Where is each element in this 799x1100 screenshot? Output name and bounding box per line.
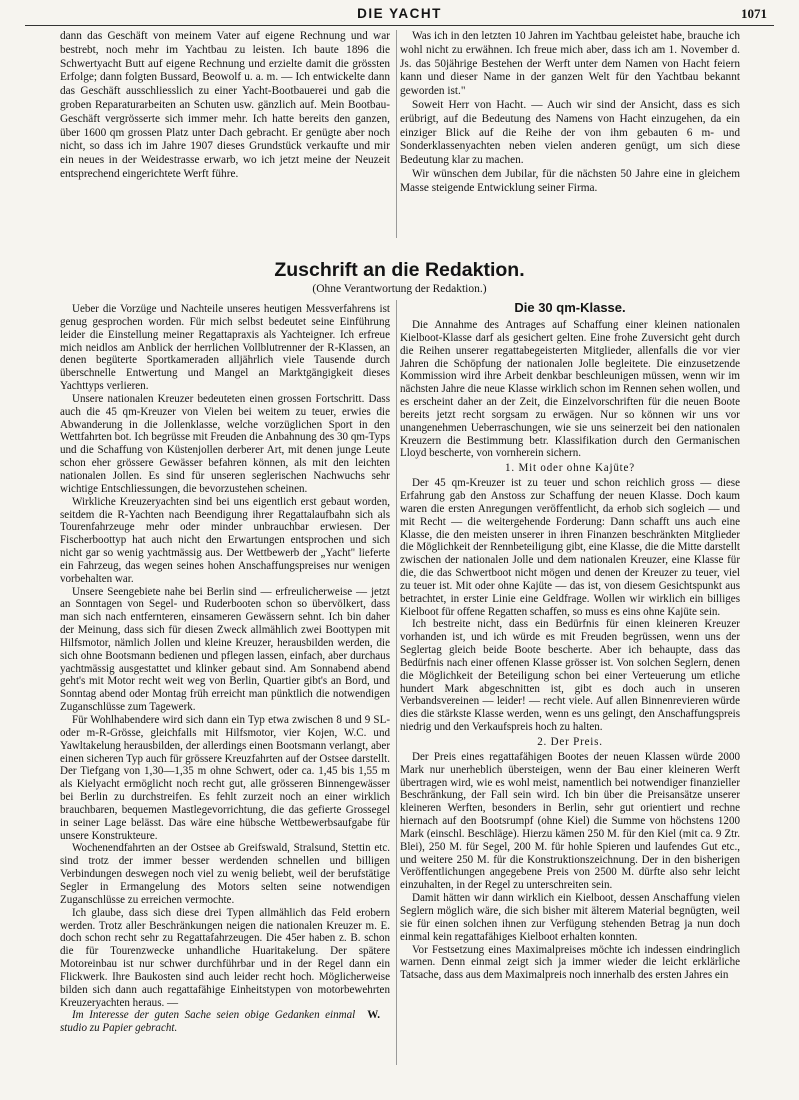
paragraph: Für Wohlhabendere wird sich dann ein Typ etwa zwischen 8 und 9 SL- oder m-R-Grösse, gleichfalls mit Hilfsmotor, vier Kojen, W.C. und Yawltakelung herausbilden, der allerdings einen Bootsmann verlangt, aber einen sicheren Typ auch für grössere Kreuzfahrten auf der Ostsee darstellt. Der Tiefgang von 1,30—1,35 m ohne Schwert, oder ca. 1,45 bis 1,55 m als Kielyacht ermöglicht noch recht gut, alle grösseren Binnengewässer bei Berlin zu durchstreifen. Es fehlt zurzeit noch an einer wirklich brauchbaren, bequemen Mastlegevorrichtung, die das gefierte Grossegel in seiner Lage belässt. Das wäre eine hübsche Wettbewerbsaufgabe für unsere Konstrukteure. <box>60 714 390 842</box>
signature: W. <box>367 1009 380 1022</box>
paragraph: Ueber die Vorzüge und Nachteile unseres heutigen Messverfahrens ist genug gesprochen worden. Für mich selbst bedeutet seine Einführung leider die Einstellung meiner Regattapraxis als Yachteigner. Ich erfreue mich neidlos am Anblick der herrlichen Vollblutrenner der R-Klassen, an denen begüterte Sportkameraden alljährlich viele Tausende durch überschnelle Entwertung und Mangel an Marktgängigkeit dieses Yachttyps verlieren. <box>60 303 390 393</box>
section-subtitle: (Ohne Verantwortung der Redaktion.) <box>312 283 487 295</box>
paragraph: Soweit Herr von Hacht. — Auch wir sind der Ansicht, dass es sich erübrigt, auf die Bedeutung des Namens von Hacht einzugehen, da ein einziger Blick auf die Reihe der von ihm gebauten 6 m- und Sonderklassenyachten neben vielen anderen genügt, um sich diese Bedeutung klar zu machen. <box>400 98 740 167</box>
paragraph: Wir wünschen dem Jubilar, für die nächsten 50 Jahre eine in gleichem Masse steigende Entwicklung seiner Firma. <box>400 167 740 194</box>
article-heading: Die 30 qm-Klasse. <box>514 300 626 315</box>
paragraph: Der Preis eines regattafähigen Bootes der neuen Klassen würde 2000 Mark nur unerheblich übersteigen, wenn der Bau einer kleineren Werft übertragen wird, wie es wohl meist, namentlich bei notwendiger finanzieller Beschränkung, der Fall sein wird. Ich bin über die Preisansätze unserer kleineren Werften, besonders in Berlin, sehr gut orientiert und rechne hiernach auf den Bootsrumpf (ohne Kiel) die Summe von höchstens 1200 Mark (einschl. Beschläge). Hierzu kämen 250 M. für den Kiel (mit ca. 9 Ztr. Blei), 250 M. für Segel, 200 M. für hohle Spieren und laufendes Gut etc., und weitere 250 M. für die Konstruktionszeichnung. Der in den bisherigen Veröffentlichungen angegebene Preis von 2500 M. dürfte also sehr leicht einzuhalten, in der Regel zu unterschreiten sein. <box>400 750 740 892</box>
article-column <box>400 300 740 982</box>
paragraph: Der 45 qm-Kreuzer ist zu teuer und schon reichlich gross — diese Erfahrung gab den Anstoss zur Schaffung der neuen Klasse. Doch kaum waren die ersten Anregungen veröffentlicht, da erhob sich sogleich — und mit Recht — die weitergehende Forderung: Dann schafft uns auch eine Klasse, die den meisten unserer in ihren Finanzen beschränkten Mitglieder die Möglichkeit der Rennbeteiligung gibt, eine Klasse, die die Mitte darstellt zwischen der nationalen Jolle und dem nationalen Kreuzer, eine Klasse für die, die das Schwertboot nicht mögen und denen der Kreuzer zu teuer, viel zu teuer ist. Mit oder ohne Kajüte — das ist, von diesem Gesichtspunkt aus betrachtet, in erster Linie eine Geldfrage. Wollen wir wirklich ein billiges Kielboot für offene Regatten schaffen, so muss es eins ohne Kajüte sein. <box>400 477 740 618</box>
page-number: 1071 <box>741 6 767 21</box>
paragraph: Die Annahme des Antrages auf Schaffung einer kleinen nationalen Kielboot-Klasse darf als gesichert gelten. Eine frohe Zuversicht geht durch die Reihen unserer regattabegeisterten Mitglieder, allenfalls die vor vier Jahren die Schöpfung der nationalen Jolle begleitete. Die einzusetzende Kommission wird ihre Arbeit denkbar beschleunigen müssen, wenn wir im nächsten Jahre die neue Klasse wirklich schon im Rennen sehen wollen, und es erscheint daher an der Zeit, die Einzelvorschriften für die neuen Boote bereits jetzt recht sorgsam zu erwägen. Nur so können wir uns vor unangenehmen Ueberraschungen, wie sie uns seinerzeit bei den nationalen Kreuzern die Bestimmung betr. Klassifikation durch den Germanischen Lloyd bescherte, von vornherein sichern. <box>400 319 740 460</box>
paragraph: Wochenendfahrten an der Ostsee ab Greifswald, Stralsund, Stettin etc. sind trotz der immer besser werdenden schnellen und billigen Verbindungen deswegen noch viel zu wenig beliebt, weil der berufstätige Segler in Ermangelung des Motors selten seine notwendigen Zuganschlüsse zu erreichen vermochte. <box>60 842 390 906</box>
section-title: Zuschrift an die Redaktion. <box>274 259 525 281</box>
subheading: 1. Mit oder ohne Kajüte? <box>505 462 635 475</box>
closing-line <box>60 1009 390 1035</box>
paragraph: Wirkliche Kreuzeryachten sind bei uns eigentlich erst gebaut worden, seitdem die R-Yachten nach Beendigung ihrer Regattalaufbahn sich als Tourenfahrzeuge mehr oder minder unbrauchbar erwiesen. Der Fischerboottyp hat auch nicht den Erwartungen entsprochen und sich nicht gar so wenig yachtmässig aus. Der Wettbewerb der „Yacht" lieferte ein Fahrzeug, das wegen seines hohen Anschaffungspreises nur wenigen vorbehalten war. <box>60 495 390 585</box>
subheading: 2. Der Preis. <box>537 736 603 748</box>
top-right-column <box>400 30 740 196</box>
top-left-column <box>60 30 390 182</box>
paragraph: Vor Festsetzung eines Maximalpreises möchte ich indessen eindringlich warnen. Denn einmal zeigt sich ja immer wieder die leicht erklärliche Tatsache, dass aus dem Maximalpreis noch innerhalb des ersten Jahres ein <box>400 943 740 982</box>
journal-title: DIE YACHT <box>357 6 442 21</box>
paragraph: Unsere Seengebiete nahe bei Berlin sind — erfreulicherweise — jetzt an Sonntagen von Segel- und Ruderbooten schon so übervölkert, dass man sich nach entfernteren, einsameren Gewässern sehnt. Ich bin daher der Meinung, dass sich für diesen Zweck allmählich zwei Boottypen mit Hilfsmotor, nämlich Jollen und kleine Kreuzer, herausbilden werden, die sich ohne Bootsmann bedienen und pflegen lassen, einfach, aber durchaus yachtmässig ausgestattet und klinker gebaut sind. Am Sonnabend abend geht's mit Motor recht weit weg von Berlin, Quartier gibt's an Bord, und Sonntag abend oder Montag früh erreicht man pünktlich die notwendigen Zuganschlüsse zum Tagewerk. <box>60 585 390 714</box>
paragraph: Was ich in den letzten 10 Jahren im Yachtbau geleistet habe, brauche ich wohl nicht zu erwähnen. Ich freue mich aber, dass ich am 1. November d. Js. das 50jährige Bestehen der Werft unter dem Namen von Hacht feiern kann und dieser Name in der ganzen Welt für den Yachtbau bekannt geworden ist." <box>400 30 740 98</box>
letter-column <box>60 303 390 1035</box>
paragraph: Damit hätten wir dann wirklich ein Kielboot, dessen Anschaffung vielen Seglern möglich wäre, die sich bisher mit älterem Material begnügten, weil sie für einen solchen ihnen zur Verfügung stehenden Betrag ja nun doch einmal kein regattafähiges Kielboot erhalten konnten. <box>400 892 740 943</box>
paragraph: Ich bestreite nicht, dass ein Bedürfnis für einen kleineren Kreuzer vorhanden ist, und ich würde es mit Freuden begrüssen, wenn uns der Seglertag gleich beide Boote bescherte. Aber ich behaupte, dass das Bedürfnis nach einer offenen Klasse grösser ist. Von solchen Seglern, denen die Möglichkeit der Beteiligung schon bei einer Verteuerung um etliche hundert Mark abgeschnitten ist, gibt es doch auch in unseren Verbandsvereinen — leider! — recht viele. Auf allen Binnenrevieren würde dies die stärkste Klasse werden, wenn es uns gelingt, den Anschaffungspreis niedrig und den Verkaufspreis hoch zu halten. <box>400 618 740 734</box>
paragraph: dann das Geschäft von meinem Vater auf eigene Rechnung und war bestrebt, noch mehr im Yachtbau zu leisten. Ich baute 1896 die Schwertyacht Butt auf eigene Rechnung und erzielte damit die grössten Erfolge; dann folgten Bussard, Beowolf u. a. m. — Ich entwickelte dann das Geschäft ausschliesslich zu einer Yacht-Bootbauerei und gab die groben Reparaturarbeiten an Schuten usw. gänzlich auf. Mein Bootbau-Geschäft vergrösserte sich immer mehr. Ich hatte bereits den ganzen, über 1600 qm grossen Platz unter Dach gebracht. Er genügte aber noch nicht, so dass ich im Jahre 1907 dieses Grundstück verkaufte und mir ein neues in der Weidestrasse erwarb, wo ich jetzt meine der Neuzeit entsprechend eingerichtete Werft führe. <box>60 30 390 180</box>
column-divider <box>396 300 397 1065</box>
closing-text: Im Interesse der guten Sache seien obige Gedanken einmal studio zu Papier gebracht. <box>60 1009 356 1035</box>
paragraph: Unsere nationalen Kreuzer bedeuteten einen grossen Fortschritt. Dass auch die 45 qm-Kreuzer von Vielen bei weitem zu teuer, erwies die Abwanderung in die Jollenklasse, welche vorzüglichen Sport in den Wettfahrten bot. Ich begrüsse mit Freuden die Anbahnung des 30 qm-Typs und die Schaffung von Küstenjollen derberer Art, mit denen junge Leute schon eher grössere Gewässer befahren können, als mit den leichten nationalen Jollen. Es sind für unseren seglerischen Nachwuchs sehr wichtige Entschliessungen, die bevorzustehen scheinen. <box>60 392 390 495</box>
column-divider <box>396 30 397 238</box>
header-rule <box>25 25 774 26</box>
paragraph: Ich glaube, dass sich diese drei Typen allmählich das Feld erobern werden. Trotz aller Beschränkungen neigen die nationalen Kreuzer m. E. doch schon recht sehr zu Regattafahrzeugen. Die 45er haben z. B. schon die für Tourenzwecke unhandliche Huaritakelung. Der spätere Motoreinbau ist nur schwer durchführbar und in der Regel dann ein Flickwerk. Ihre Baukosten sind auch leider recht hoch. Möglicherweise bilden sich dann auch regattafähige Einheitstypen von motorbewehrten Kreuzeryachten heraus. — <box>60 906 390 1009</box>
